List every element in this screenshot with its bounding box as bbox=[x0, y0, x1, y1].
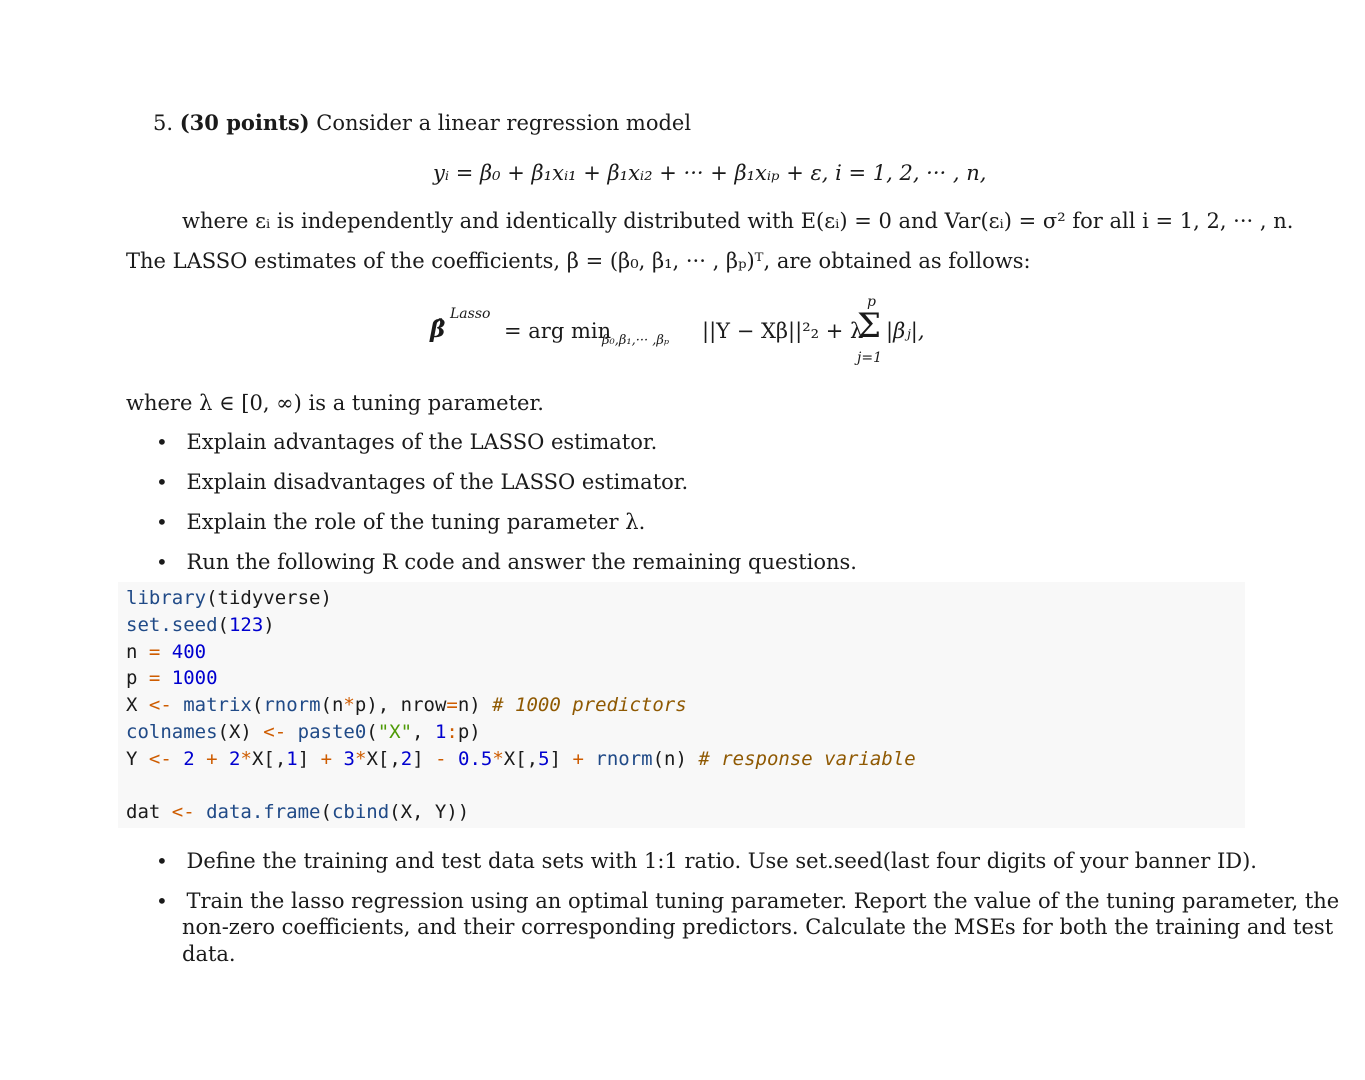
list-item-text: Train the lasso regression using an optimal tuning parameter. Report the value of the tuning parameter, the bbox=[186, 889, 1340, 913]
list-item bbox=[156, 429, 657, 455]
argmin-text: = arg min bbox=[504, 319, 612, 343]
bullet-icon: • bbox=[156, 550, 168, 574]
tuning-line: where λ ∈ [0, ∞) is a tuning parameter. bbox=[126, 391, 544, 415]
list-item bbox=[156, 549, 857, 575]
list-item-continuation: non-zero coefficients, and their corresponding predictors. Calculate the MSEs for both the training and test bbox=[182, 915, 1334, 939]
code-block bbox=[126, 585, 916, 826]
model-equation: yᵢ = β₀ + β₁xᵢ₁ + β₁xᵢ₂ + ··· + β₁xᵢₚ + ε, i = 1, 2, ··· , n, bbox=[433, 161, 987, 185]
code-line bbox=[126, 773, 916, 800]
list-item-text: Explain advantages of the LASSO estimator. bbox=[186, 430, 658, 454]
bullet-icon: • bbox=[156, 430, 168, 454]
sum-symbol: Σ bbox=[857, 306, 882, 346]
list-item-continuation: data. bbox=[182, 942, 236, 966]
list-item-text: Define the training and test data sets with 1:1 ratio. Use set.seed(last four digits of your banner ID). bbox=[186, 849, 1257, 873]
question-points: (30 points) bbox=[179, 110, 310, 135]
bullet-icon: • bbox=[156, 889, 168, 913]
beta-hat: β̂ bbox=[430, 316, 446, 343]
code-line: dat <- data.frame(cbind(X, Y)) bbox=[126, 801, 470, 824]
list-item bbox=[156, 469, 688, 495]
question-header bbox=[153, 110, 691, 136]
code-line: n = 400 bbox=[126, 640, 207, 663]
list-item bbox=[156, 509, 645, 535]
list-item bbox=[156, 888, 1339, 914]
list-item-text: Explain the role of the tuning parameter λ. bbox=[186, 510, 646, 534]
argmin-subscript: β₀,β₁,··· ,βₚ bbox=[602, 333, 670, 348]
list-item-text: Run the following R code and answer the remaining questions. bbox=[186, 550, 857, 574]
bullet-icon: • bbox=[156, 470, 168, 494]
code-line: set.seed(123) bbox=[126, 613, 275, 636]
code-line: p = 1000 bbox=[126, 667, 218, 690]
question-intro: Consider a linear regression model bbox=[316, 111, 692, 135]
bullet-icon: • bbox=[156, 510, 168, 534]
list-item bbox=[156, 848, 1257, 874]
list-item-text: Explain disadvantages of the LASSO estimator. bbox=[186, 470, 689, 494]
sum-bottom: j=1 bbox=[857, 350, 882, 366]
loss-term: ||Y − Xβ||²₂ + λ bbox=[702, 319, 864, 343]
code-line: Y <- 2 + 2*X[,1] + 3*X[,2] - 0.5*X[,5] + rnorm(n) # response variable bbox=[126, 747, 916, 770]
where-line: where εᵢ is independently and identically distributed with E(εᵢ) = 0 and Var(εᵢ) = σ² for all i = 1, 2, ··· , n. bbox=[182, 209, 1294, 233]
lasso-line: The LASSO estimates of the coefficients, β = (β₀, β₁, ··· , βₚ)ᵀ, are obtained as follows: bbox=[126, 249, 1031, 273]
code-line: colnames(X) <- paste0("X", 1:p) bbox=[126, 720, 481, 743]
penalty-term: |βⱼ|, bbox=[886, 319, 925, 343]
question-number: 5. bbox=[153, 111, 174, 135]
code-line: library(tidyverse) bbox=[126, 587, 332, 609]
lasso-equation bbox=[430, 294, 950, 374]
sum-top: p bbox=[867, 294, 876, 310]
lasso-superscript: Lasso bbox=[450, 306, 491, 322]
bullet-icon: • bbox=[156, 849, 168, 873]
code-line: X <- matrix(rnorm(n*p), nrow=n) # 1000 predictors bbox=[126, 694, 687, 717]
